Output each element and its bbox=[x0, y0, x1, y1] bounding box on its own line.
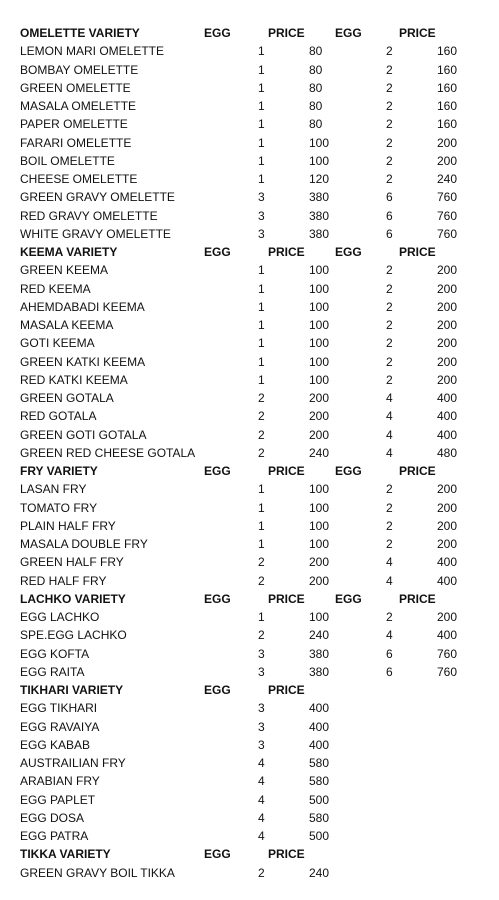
item-price-double: 760 bbox=[437, 226, 458, 241]
item-egg-count-double: 4 bbox=[386, 555, 393, 570]
column-header-egg: EGG bbox=[204, 464, 231, 478]
item-price-double: 160 bbox=[437, 99, 458, 113]
item-egg-count-double: 2 bbox=[386, 482, 393, 497]
menu-item-row bbox=[0, 115, 499, 133]
section-title: FRY VARIETY bbox=[20, 464, 98, 478]
item-price: 100 bbox=[309, 263, 330, 278]
item-egg-count: 2 bbox=[258, 445, 265, 460]
item-egg-count-double: 2 bbox=[386, 354, 393, 369]
item-price: 100 bbox=[309, 354, 330, 369]
menu-item-row bbox=[0, 809, 499, 827]
item-price-double: 760 bbox=[437, 646, 458, 661]
item-egg-count-double: 2 bbox=[386, 135, 393, 150]
item-name: GREEN HALF FRY bbox=[20, 555, 124, 570]
item-name: RED GRAVY OMELETTE bbox=[20, 208, 158, 223]
item-egg-count: 4 bbox=[258, 829, 265, 843]
item-egg-count-double: 2 bbox=[386, 299, 393, 314]
item-price: 100 bbox=[309, 135, 330, 150]
item-price-double: 160 bbox=[437, 80, 458, 95]
item-price: 380 bbox=[309, 646, 330, 661]
item-name: SPE.EGG LACHKO bbox=[20, 628, 127, 643]
item-name: EGG PAPLET bbox=[20, 792, 96, 807]
item-egg-count-double: 2 bbox=[386, 117, 393, 132]
item-price-double: 400 bbox=[437, 427, 458, 442]
item-name: GREEN GRAVY BOIL TIKKA bbox=[20, 865, 175, 880]
menu-item-row bbox=[0, 499, 499, 517]
column-header-price: PRICE bbox=[268, 683, 305, 697]
item-price: 80 bbox=[309, 80, 323, 95]
menu-item-row bbox=[0, 389, 499, 407]
section-title: OMELETTE VARIETY bbox=[20, 26, 140, 40]
item-egg-count: 1 bbox=[258, 172, 265, 186]
section-title: TIKKA VARIETY bbox=[20, 847, 111, 862]
item-egg-count-double: 2 bbox=[386, 372, 393, 387]
item-price-double: 400 bbox=[437, 409, 458, 424]
menu-item-row bbox=[0, 225, 499, 243]
menu-item-row bbox=[0, 772, 499, 790]
item-name: WHITE GRAVY OMELETTE bbox=[20, 226, 171, 241]
item-price: 100 bbox=[309, 482, 330, 497]
item-egg-count: 1 bbox=[258, 537, 265, 551]
section-header bbox=[0, 24, 499, 42]
item-egg-count: 2 bbox=[258, 409, 265, 424]
item-egg-count-double: 2 bbox=[386, 518, 393, 533]
item-price-double: 200 bbox=[437, 281, 458, 296]
item-egg-count-double: 6 bbox=[386, 208, 393, 223]
item-egg-count: 3 bbox=[258, 664, 265, 679]
item-egg-count: 1 bbox=[258, 610, 265, 624]
section-header bbox=[0, 462, 499, 480]
item-egg-count: 1 bbox=[258, 44, 265, 59]
menu-item-row bbox=[0, 371, 499, 389]
item-price: 80 bbox=[309, 117, 323, 132]
item-egg-count: 2 bbox=[258, 391, 265, 405]
item-price: 200 bbox=[309, 427, 330, 442]
item-price: 400 bbox=[309, 719, 330, 734]
item-egg-count: 1 bbox=[258, 117, 265, 132]
item-price: 500 bbox=[309, 792, 330, 807]
column-header-price: PRICE bbox=[399, 26, 436, 40]
item-egg-count: 1 bbox=[258, 318, 265, 332]
item-price-double: 240 bbox=[437, 172, 458, 186]
item-egg-count: 4 bbox=[258, 756, 265, 770]
menu-item-row bbox=[0, 791, 499, 809]
menu-item-row bbox=[0, 517, 499, 535]
item-egg-count: 1 bbox=[258, 336, 265, 351]
item-egg-count-double: 2 bbox=[386, 153, 393, 168]
menu-item-row bbox=[0, 280, 499, 298]
item-price-double: 400 bbox=[437, 628, 458, 643]
item-egg-count-double: 2 bbox=[386, 281, 393, 296]
item-price: 200 bbox=[309, 409, 330, 424]
item-name: RED HALF FRY bbox=[20, 573, 107, 588]
column-header-price: PRICE bbox=[268, 464, 305, 478]
menu-item-row bbox=[0, 353, 499, 371]
item-name: GREEN GOTALA bbox=[20, 391, 114, 405]
item-price: 580 bbox=[309, 810, 330, 825]
item-egg-count: 3 bbox=[258, 719, 265, 734]
column-header-price: PRICE bbox=[399, 464, 436, 478]
item-name: GREEN GRAVY OMELETTE bbox=[20, 190, 175, 205]
item-egg-count: 2 bbox=[258, 628, 265, 643]
item-egg-count: 3 bbox=[258, 701, 265, 716]
section-header bbox=[0, 681, 499, 699]
item-egg-count-double: 4 bbox=[386, 391, 393, 405]
section-header bbox=[0, 590, 499, 608]
item-name: GREEN RED CHEESE GOTALA bbox=[20, 445, 196, 460]
item-egg-count-double: 4 bbox=[386, 445, 393, 460]
item-price-double: 200 bbox=[437, 537, 458, 551]
item-name: RED GOTALA bbox=[20, 409, 97, 424]
item-price-double: 200 bbox=[437, 354, 458, 369]
item-price-double: 400 bbox=[437, 555, 458, 570]
item-price-double: 200 bbox=[437, 336, 458, 351]
item-price: 200 bbox=[309, 391, 330, 405]
item-price-double: 200 bbox=[437, 153, 458, 168]
column-header-egg: EGG bbox=[204, 683, 231, 697]
item-price: 380 bbox=[309, 226, 330, 241]
column-header-price: PRICE bbox=[399, 591, 436, 606]
item-name: LASAN FRY bbox=[20, 482, 87, 497]
item-egg-count-double: 6 bbox=[386, 226, 393, 241]
item-egg-count: 1 bbox=[258, 354, 265, 369]
item-name: EGG DOSA bbox=[20, 810, 85, 825]
menu-item-row bbox=[0, 827, 499, 845]
item-price-double: 400 bbox=[437, 391, 458, 405]
menu-item-row bbox=[0, 480, 499, 498]
item-egg-count-double: 6 bbox=[386, 646, 393, 661]
item-egg-count: 3 bbox=[258, 737, 265, 752]
menu-item-row bbox=[0, 61, 499, 79]
column-header-egg: EGG bbox=[204, 591, 231, 606]
item-price-double: 200 bbox=[437, 610, 458, 624]
menu-item-row bbox=[0, 79, 499, 97]
item-egg-count-double: 2 bbox=[386, 610, 393, 624]
item-name: EGG TIKHARI bbox=[20, 701, 98, 716]
item-price: 400 bbox=[309, 737, 330, 752]
item-price: 100 bbox=[309, 518, 330, 533]
item-name: GREEN OMELETTE bbox=[20, 80, 131, 95]
section-title: LACHKO VARIETY bbox=[20, 591, 126, 606]
item-price-double: 160 bbox=[437, 44, 458, 59]
item-name: TOMATO FRY bbox=[20, 500, 98, 515]
item-price: 580 bbox=[309, 774, 330, 789]
item-price: 380 bbox=[309, 664, 330, 679]
item-price-double: 200 bbox=[437, 263, 458, 278]
item-price: 100 bbox=[309, 500, 330, 515]
item-egg-count-double: 2 bbox=[386, 318, 393, 332]
item-name: EGG KABAB bbox=[20, 737, 91, 752]
item-price: 100 bbox=[309, 336, 330, 351]
item-egg-count: 4 bbox=[258, 810, 265, 825]
menu-item-row bbox=[0, 316, 499, 334]
section-header bbox=[0, 845, 499, 863]
item-name: LEMON MARI OMELETTE bbox=[20, 44, 165, 59]
item-price-double: 760 bbox=[437, 664, 458, 679]
item-price: 240 bbox=[309, 628, 330, 643]
menu-item-row bbox=[0, 553, 499, 571]
item-price: 100 bbox=[309, 299, 330, 314]
item-egg-count-double: 4 bbox=[386, 573, 393, 588]
item-price-double: 200 bbox=[437, 318, 458, 332]
menu-item-row bbox=[0, 444, 499, 462]
item-price: 100 bbox=[309, 610, 330, 624]
item-price-double: 200 bbox=[437, 482, 458, 497]
menu-item-row bbox=[0, 152, 499, 170]
menu-item-row bbox=[0, 572, 499, 590]
item-egg-count: 1 bbox=[258, 80, 265, 95]
column-header-egg: EGG bbox=[204, 245, 231, 259]
item-name: RED KATKI KEEMA bbox=[20, 372, 128, 387]
item-name: MASALA DOUBLE FRY bbox=[20, 537, 148, 551]
item-egg-count-double: 2 bbox=[386, 336, 393, 351]
item-egg-count-double: 2 bbox=[386, 99, 393, 113]
menu-item-row bbox=[0, 699, 499, 717]
item-egg-count: 3 bbox=[258, 208, 265, 223]
item-price: 80 bbox=[309, 99, 323, 113]
item-egg-count: 1 bbox=[258, 500, 265, 515]
item-name: RED KEEMA bbox=[20, 281, 91, 296]
item-name: EGG KOFTA bbox=[20, 646, 90, 661]
column-header-price: PRICE bbox=[268, 847, 305, 862]
item-name: CHEESE OMELETTE bbox=[20, 172, 138, 186]
item-price: 200 bbox=[309, 555, 330, 570]
menu-item-row bbox=[0, 42, 499, 60]
menu-item-row bbox=[0, 754, 499, 772]
item-name: GREEN KEEMA bbox=[20, 263, 109, 278]
item-name: AHEMDABADI KEEMA bbox=[20, 299, 145, 314]
item-price: 100 bbox=[309, 153, 330, 168]
column-header-egg: EGG bbox=[335, 26, 362, 40]
item-name: GREEN GOTI GOTALA bbox=[20, 427, 147, 442]
item-egg-count-double: 6 bbox=[386, 190, 393, 205]
item-price: 120 bbox=[309, 172, 330, 186]
item-price: 400 bbox=[309, 701, 330, 716]
item-egg-count: 1 bbox=[258, 263, 265, 278]
section-title: TIKHARI VARIETY bbox=[20, 683, 124, 697]
item-name: EGG LACHKO bbox=[20, 610, 100, 624]
menu-price-list bbox=[0, 24, 499, 882]
item-price: 80 bbox=[309, 44, 323, 59]
item-egg-count-double: 2 bbox=[386, 537, 393, 551]
menu-item-row bbox=[0, 334, 499, 352]
item-egg-count-double: 2 bbox=[386, 62, 393, 77]
item-egg-count-double: 2 bbox=[386, 263, 393, 278]
item-name: BOMBAY OMELETTE bbox=[20, 62, 139, 77]
item-price: 580 bbox=[309, 756, 330, 770]
menu-item-row bbox=[0, 407, 499, 425]
menu-item-row bbox=[0, 97, 499, 115]
item-price: 100 bbox=[309, 318, 330, 332]
item-egg-count-double: 2 bbox=[386, 172, 393, 186]
item-price: 240 bbox=[309, 445, 330, 460]
item-name: MASALA KEEMA bbox=[20, 318, 114, 332]
item-egg-count-double: 6 bbox=[386, 664, 393, 679]
menu-item-row bbox=[0, 134, 499, 152]
item-price: 80 bbox=[309, 62, 323, 77]
menu-item-row bbox=[0, 626, 499, 644]
item-egg-count: 2 bbox=[258, 573, 265, 588]
item-egg-count: 1 bbox=[258, 372, 265, 387]
menu-item-row bbox=[0, 608, 499, 626]
item-egg-count: 3 bbox=[258, 190, 265, 205]
item-egg-count: 2 bbox=[258, 427, 265, 442]
item-price: 100 bbox=[309, 372, 330, 387]
item-price-double: 200 bbox=[437, 518, 458, 533]
menu-item-row bbox=[0, 261, 499, 279]
item-egg-count: 1 bbox=[258, 99, 265, 113]
menu-item-row bbox=[0, 663, 499, 681]
item-egg-count: 1 bbox=[258, 482, 265, 497]
item-name: FARARI OMELETTE bbox=[20, 135, 132, 150]
item-egg-count-double: 2 bbox=[386, 80, 393, 95]
item-egg-count: 4 bbox=[258, 792, 265, 807]
item-name: BOIL OMELETTE bbox=[20, 153, 115, 168]
item-name: PLAIN HALF FRY bbox=[20, 518, 116, 533]
item-egg-count: 1 bbox=[258, 62, 265, 77]
item-egg-count-double: 4 bbox=[386, 409, 393, 424]
item-price-double: 200 bbox=[437, 135, 458, 150]
item-price: 100 bbox=[309, 537, 330, 551]
item-name: AUSTRAILIAN FRY bbox=[20, 756, 126, 770]
item-egg-count-double: 4 bbox=[386, 628, 393, 643]
item-egg-count: 3 bbox=[258, 226, 265, 241]
section-title: KEEMA VARIETY bbox=[20, 245, 118, 259]
column-header-price: PRICE bbox=[268, 245, 305, 259]
menu-item-row bbox=[0, 298, 499, 316]
item-price: 380 bbox=[309, 208, 330, 223]
item-egg-count: 1 bbox=[258, 153, 265, 168]
column-header-egg: EGG bbox=[335, 591, 362, 606]
item-price-double: 160 bbox=[437, 117, 458, 132]
item-egg-count-double: 2 bbox=[386, 44, 393, 59]
item-egg-count: 1 bbox=[258, 518, 265, 533]
item-egg-count: 1 bbox=[258, 299, 265, 314]
item-egg-count-double: 4 bbox=[386, 427, 393, 442]
menu-item-row bbox=[0, 718, 499, 736]
item-name: MASALA OMELETTE bbox=[20, 99, 137, 113]
column-header-price: PRICE bbox=[268, 591, 305, 606]
menu-item-row bbox=[0, 736, 499, 754]
column-header-egg: EGG bbox=[204, 26, 231, 40]
column-header-price: PRICE bbox=[399, 245, 436, 259]
item-price: 380 bbox=[309, 190, 330, 205]
item-name: PAPER OMELETTE bbox=[20, 117, 128, 132]
menu-item-row bbox=[0, 188, 499, 206]
item-price: 100 bbox=[309, 281, 330, 296]
menu-item-row bbox=[0, 864, 499, 882]
item-egg-count: 1 bbox=[258, 281, 265, 296]
item-price-double: 760 bbox=[437, 208, 458, 223]
item-name: GREEN KATKI KEEMA bbox=[20, 354, 146, 369]
menu-item-row bbox=[0, 170, 499, 188]
column-header-egg: EGG bbox=[335, 245, 362, 259]
item-price-double: 200 bbox=[437, 500, 458, 515]
item-price: 500 bbox=[309, 829, 330, 843]
item-name: GOTI KEEMA bbox=[20, 336, 95, 351]
item-name: EGG RAVAIYA bbox=[20, 719, 100, 734]
menu-item-row bbox=[0, 535, 499, 553]
item-name: ARABIAN FRY bbox=[20, 774, 100, 789]
item-price-double: 400 bbox=[437, 573, 458, 588]
column-header-egg: EGG bbox=[204, 847, 231, 862]
item-price: 240 bbox=[309, 865, 330, 880]
item-name: EGG PATRA bbox=[20, 829, 89, 843]
section-header bbox=[0, 243, 499, 261]
item-price-double: 200 bbox=[437, 372, 458, 387]
column-header-price: PRICE bbox=[268, 26, 305, 40]
item-price-double: 160 bbox=[437, 62, 458, 77]
item-egg-count: 1 bbox=[258, 135, 265, 150]
item-egg-count: 3 bbox=[258, 646, 265, 661]
item-price-double: 200 bbox=[437, 299, 458, 314]
item-price-double: 480 bbox=[437, 445, 458, 460]
item-egg-count-double: 2 bbox=[386, 500, 393, 515]
column-header-egg: EGG bbox=[335, 464, 362, 478]
menu-item-row bbox=[0, 645, 499, 663]
item-egg-count: 2 bbox=[258, 555, 265, 570]
item-egg-count: 2 bbox=[258, 865, 265, 880]
item-egg-count: 4 bbox=[258, 774, 265, 789]
menu-item-row bbox=[0, 207, 499, 225]
item-price: 200 bbox=[309, 573, 330, 588]
menu-item-row bbox=[0, 426, 499, 444]
item-price-double: 760 bbox=[437, 190, 458, 205]
item-name: EGG RAITA bbox=[20, 664, 85, 679]
